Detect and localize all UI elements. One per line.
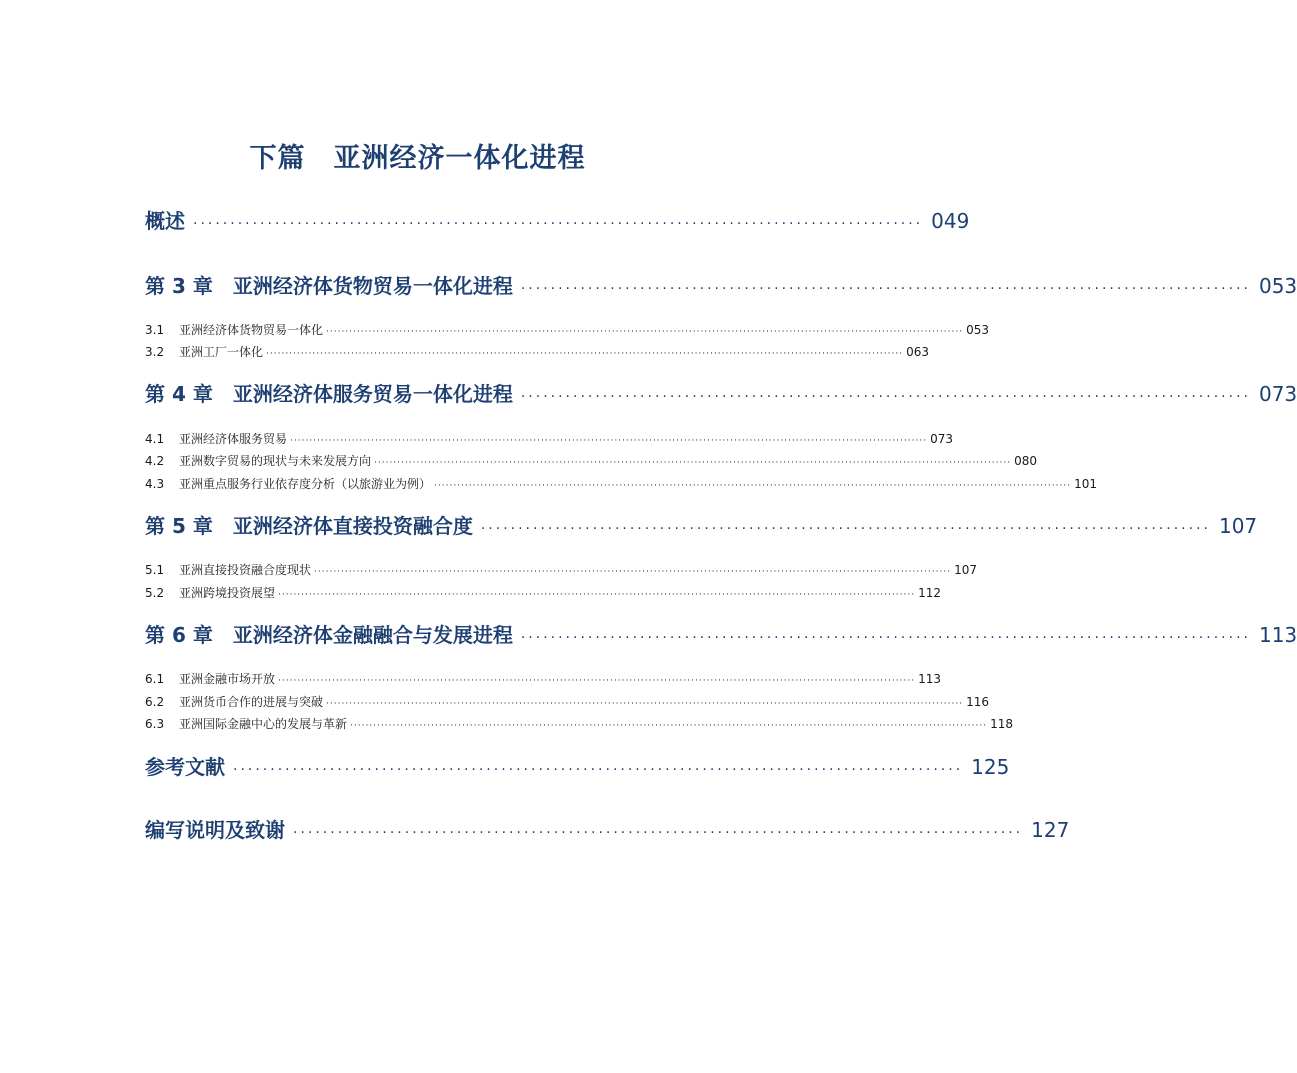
toc-entry-chapter-6[interactable] bbox=[145, 619, 1297, 648]
section-number: 4.1 bbox=[145, 432, 165, 446]
toc-entry-section-4-3[interactable] bbox=[145, 475, 1097, 492]
toc-entry-references[interactable] bbox=[145, 751, 1010, 780]
toc-page-number: 113 bbox=[1258, 623, 1297, 647]
section-number: 4.2 bbox=[145, 454, 165, 468]
dot-leader: ·································································································· bbox=[520, 630, 1251, 646]
section-number: 3.2 bbox=[145, 345, 165, 359]
toc-entry-label: 第 5 章 亚洲经济体直接投资融合度 bbox=[145, 514, 473, 538]
toc-entry-label: 亚洲货币合作的进展与突破 bbox=[179, 695, 324, 709]
toc-entry-section-4-1[interactable] bbox=[145, 430, 953, 447]
toc-page-number: 080 bbox=[1014, 454, 1037, 468]
toc-entry-overview[interactable] bbox=[145, 205, 970, 234]
toc-page-number: 127 bbox=[1031, 818, 1070, 842]
toc-entry-chapter-3[interactable] bbox=[145, 270, 1297, 299]
toc-entry-section-6-3[interactable] bbox=[145, 715, 1013, 732]
toc-entry-section-5-2[interactable] bbox=[145, 584, 941, 601]
toc-entry-label: 亚洲重点服务行业依存度分析（以旅游业为例） bbox=[179, 477, 432, 491]
toc-entry-label: 亚洲直接投资融合度现状 bbox=[179, 563, 312, 577]
section-number: 6.1 bbox=[145, 672, 165, 686]
toc-entry-section-6-1[interactable] bbox=[145, 670, 941, 687]
toc-entry-section-5-1[interactable] bbox=[145, 561, 977, 578]
toc-entry-label: 第 6 章 亚洲经济体金融融合与发展进程 bbox=[145, 623, 513, 647]
toc-entry-label: 亚洲跨境投资展望 bbox=[179, 586, 276, 600]
dot-leader: ····································································································································································· bbox=[374, 458, 1012, 468]
toc-page-number: 116 bbox=[966, 695, 989, 709]
toc-page-number: 053 bbox=[966, 323, 989, 337]
toc-page-number: 053 bbox=[1258, 274, 1297, 298]
toc-entry-section-3-2[interactable] bbox=[145, 343, 929, 360]
toc-page-number: 073 bbox=[1258, 382, 1297, 406]
toc-page-number: 049 bbox=[931, 209, 970, 233]
section-number: 4.3 bbox=[145, 477, 165, 491]
toc-page-number: 107 bbox=[954, 563, 977, 577]
dot-leader: ····································································································································································· bbox=[278, 590, 916, 600]
toc-page-number: 073 bbox=[930, 432, 953, 446]
dot-leader: ····································································································································································· bbox=[278, 676, 916, 686]
toc-entry-label: 亚洲国际金融中心的发展与革新 bbox=[179, 717, 348, 731]
toc-entry-chapter-5[interactable] bbox=[145, 510, 1258, 539]
toc-page-number: 112 bbox=[918, 586, 941, 600]
section-number: 5.1 bbox=[145, 563, 165, 577]
toc-entry-section-6-2[interactable] bbox=[145, 693, 989, 710]
dot-leader: ····································································································································································· bbox=[314, 567, 952, 577]
dot-leader: ·································································································· bbox=[233, 762, 964, 778]
toc-entry-label: 亚洲经济体货物贸易一体化 bbox=[179, 323, 324, 337]
section-number: 3.1 bbox=[145, 323, 165, 337]
toc-entry-label: 亚洲数字贸易的现状与未来发展方向 bbox=[179, 454, 372, 468]
toc-entry-label: 亚洲经济体服务贸易 bbox=[179, 432, 288, 446]
toc-page-number: 107 bbox=[1218, 514, 1258, 538]
toc-entry-chapter-4[interactable] bbox=[145, 378, 1297, 407]
toc-page-number: 063 bbox=[906, 345, 929, 359]
toc-entry-label: 编写说明及致谢 bbox=[145, 818, 285, 842]
toc-entry-label: 亚洲金融市场开放 bbox=[179, 672, 276, 686]
dot-leader: ····································································································································································· bbox=[290, 436, 928, 446]
dot-leader: ····································································································································································· bbox=[266, 349, 904, 359]
toc-entry-label: 概述 bbox=[145, 209, 185, 233]
dot-leader: ····································································································································································· bbox=[326, 327, 964, 337]
dot-leader: ·································································································· bbox=[480, 521, 1211, 537]
dot-leader: ·································································································· bbox=[520, 281, 1251, 297]
section-number: 6.3 bbox=[145, 717, 165, 731]
page-title: 下篇 亚洲经济一体化进程 bbox=[249, 143, 586, 174]
section-number: 5.2 bbox=[145, 586, 165, 600]
dot-leader: ····································································································································································· bbox=[326, 699, 964, 709]
dot-leader: ····································································································································································· bbox=[434, 481, 1072, 491]
toc-entry-label: 第 4 章 亚洲经济体服务贸易一体化进程 bbox=[145, 382, 513, 406]
toc-entry-acknowledgements[interactable] bbox=[145, 814, 1070, 843]
toc-entry-section-4-2[interactable] bbox=[145, 452, 1037, 469]
toc-entry-label: 第 3 章 亚洲经济体货物贸易一体化进程 bbox=[145, 274, 513, 298]
toc-entry-label: 亚洲工厂一体化 bbox=[179, 345, 264, 359]
dot-leader: ·································································································· bbox=[293, 825, 1024, 841]
toc-entry-section-3-1[interactable] bbox=[145, 321, 989, 338]
toc-page-number: 101 bbox=[1074, 477, 1097, 491]
toc-page-number: 118 bbox=[990, 717, 1013, 731]
section-number: 6.2 bbox=[145, 695, 165, 709]
toc-page-number: 113 bbox=[918, 672, 941, 686]
dot-leader: ·································································································· bbox=[193, 216, 924, 232]
toc-entry-label: 参考文献 bbox=[145, 755, 225, 779]
toc-page-number: 125 bbox=[971, 755, 1010, 779]
dot-leader: ·································································································· bbox=[520, 389, 1251, 405]
dot-leader: ····································································································································································· bbox=[350, 721, 988, 731]
